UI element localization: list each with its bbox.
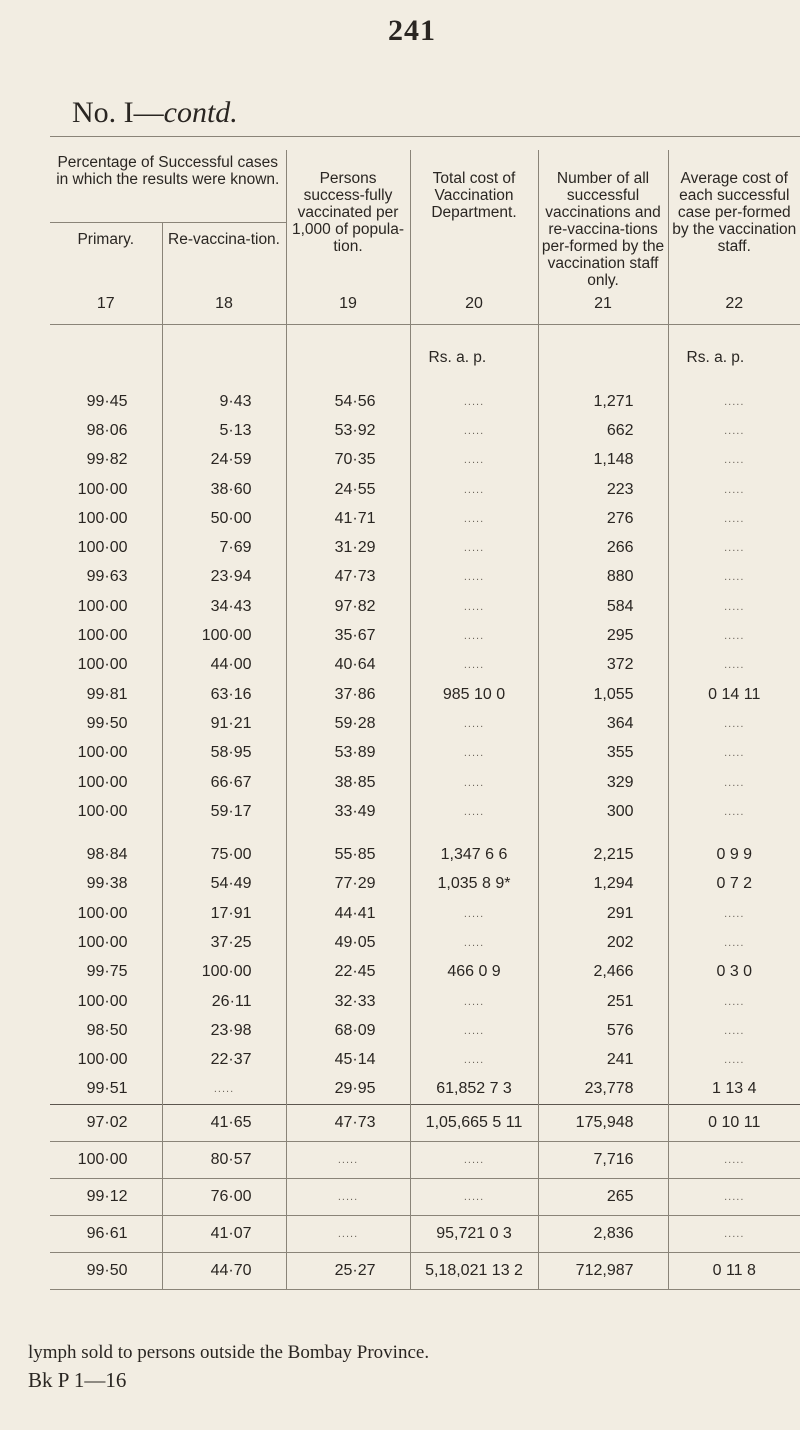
table-cell: 99·63 <box>86 568 128 586</box>
table-cell: 5,18,021 13 2 <box>410 1253 538 1290</box>
table-row <box>50 1075 800 1105</box>
column-number: 19 <box>286 289 410 325</box>
table-cell: ..... <box>286 1179 410 1216</box>
table-cell: ..... <box>410 592 538 621</box>
table-cell: 41·07 <box>162 1216 286 1253</box>
table-cell: 76·00 <box>162 1179 286 1216</box>
table-cell: 45·14 <box>286 1046 410 1075</box>
vaccination-statistics-table <box>50 150 800 1290</box>
table-cell: 662 <box>538 416 668 445</box>
table-cell: 22·37 <box>162 1046 286 1075</box>
table-cell: 97·02 <box>50 1105 162 1142</box>
table-cell: ..... <box>286 1142 410 1179</box>
table-cell: ..... <box>410 797 538 826</box>
table-cell: 100·00 <box>77 656 128 674</box>
table-cell: 98·50 <box>86 1021 128 1039</box>
table-cell: 24·55 <box>286 475 410 504</box>
table-cell: ..... <box>668 621 800 650</box>
table-cell: ..... <box>410 563 538 592</box>
table-cell: 29·95 <box>286 1075 410 1105</box>
table-cell: 251 <box>538 987 668 1016</box>
table-cell: ..... <box>668 1179 800 1216</box>
table-cell: 5·13 <box>162 416 286 445</box>
table-cell: 364 <box>538 709 668 738</box>
table-cell: 54·49 <box>162 870 286 899</box>
units-row <box>50 325 800 388</box>
table-cell: 59·17 <box>162 797 286 826</box>
table-cell: 985 10 0 <box>410 680 538 709</box>
table-cell: 100·00 <box>77 904 128 922</box>
table-row <box>50 870 800 899</box>
table-cell: 712,987 <box>538 1253 668 1290</box>
table-cell: ..... <box>410 739 538 768</box>
table-cell: ..... <box>668 475 800 504</box>
table-cell: 466 0 9 <box>410 958 538 987</box>
table-cell: 295 <box>538 621 668 650</box>
table-cell: 44·70 <box>162 1253 286 1290</box>
table-cell: ..... <box>162 1075 286 1105</box>
table-row <box>50 416 800 445</box>
table-cell: ..... <box>410 1142 538 1179</box>
table-cell: ..... <box>410 1046 538 1075</box>
table-cell: 100·00 <box>77 509 128 527</box>
table-cell: 1,294 <box>538 870 668 899</box>
table-cell: 24·59 <box>162 446 286 475</box>
table-cell: ..... <box>410 987 538 1016</box>
table-cell: ..... <box>668 651 800 680</box>
table-cell: 97·82 <box>286 592 410 621</box>
table-cell: 99·82 <box>86 451 128 469</box>
table-cell: 0 10 11 <box>668 1105 800 1142</box>
table-cell: 35·67 <box>286 621 410 650</box>
table-cell: 61,852 7 3 <box>410 1075 538 1105</box>
column-number: 20 <box>410 289 538 325</box>
table-cell: 66·67 <box>162 768 286 797</box>
table-cell: 880 <box>538 563 668 592</box>
column-number-row <box>50 289 800 325</box>
table-row <box>50 958 800 987</box>
table-cell: 1,035 8 9* <box>410 870 538 899</box>
table-cell: 31·29 <box>286 533 410 562</box>
table-cell: 100·00 <box>77 597 128 615</box>
table-cell: 98·84 <box>86 846 128 864</box>
table-row <box>50 621 800 650</box>
table-cell: 276 <box>538 504 668 533</box>
table-cell: 175,948 <box>538 1105 668 1142</box>
table-cell: 40·64 <box>286 651 410 680</box>
header-average-cost: Average cost of each successful case per-formed by the vaccination staff. <box>668 150 800 289</box>
table-row <box>50 680 800 709</box>
table-cell: 1,148 <box>538 446 668 475</box>
table-cell: ..... <box>668 797 800 826</box>
table-cell: 44·41 <box>286 899 410 928</box>
table-cell: 576 <box>538 1016 668 1045</box>
table-row <box>50 987 800 1016</box>
table-cell: 32·33 <box>286 987 410 1016</box>
table-cell: 41·71 <box>286 504 410 533</box>
header-persons-fully-vaccinated: Persons success-fully vaccinated per 1,000 of popula-tion. <box>286 150 410 289</box>
column-number: 22 <box>668 289 800 325</box>
table-row <box>50 709 800 738</box>
table-cell: 77·29 <box>286 870 410 899</box>
table-cell: 100·00 <box>162 621 286 650</box>
statistics-table-wrapper <box>50 150 800 1290</box>
total-row <box>50 1253 800 1290</box>
table-cell: 1 13 4 <box>668 1075 800 1105</box>
table-cell: 23,778 <box>538 1075 668 1105</box>
table-row <box>50 899 800 928</box>
table-row <box>50 533 800 562</box>
table-cell: 59·28 <box>286 709 410 738</box>
table-cell: 100·00 <box>77 627 128 645</box>
table-cell: 23·98 <box>162 1016 286 1045</box>
table-row <box>50 797 800 826</box>
table-cell: ..... <box>668 768 800 797</box>
table-cell: 33·49 <box>286 797 410 826</box>
table-cell: ..... <box>410 768 538 797</box>
table-number: No. I— <box>72 96 164 129</box>
header-revaccination: Re-vaccina-tion. <box>162 222 286 289</box>
table-cell: ..... <box>668 592 800 621</box>
table-cell: 584 <box>538 592 668 621</box>
section-gap <box>50 826 800 840</box>
table-cell: 2,836 <box>538 1216 668 1253</box>
table-cell: 38·60 <box>162 475 286 504</box>
table-cell: 95,721 0 3 <box>410 1216 538 1253</box>
table-cell: 329 <box>538 768 668 797</box>
table-cell: 0 11 8 <box>668 1253 800 1290</box>
table-cell: 63·16 <box>162 680 286 709</box>
table-cell: ..... <box>410 621 538 650</box>
table-cell: ..... <box>668 1216 800 1253</box>
table-cell: ..... <box>668 446 800 475</box>
table-cell: ..... <box>410 899 538 928</box>
table-cell: 7,716 <box>538 1142 668 1179</box>
table-cell: ..... <box>410 1016 538 1045</box>
table-cell: 266 <box>538 533 668 562</box>
table-cell: 55·85 <box>286 840 410 869</box>
table-row <box>50 768 800 797</box>
table-cell: ..... <box>410 387 538 416</box>
table-cell: 291 <box>538 899 668 928</box>
table-cell: 37·86 <box>286 680 410 709</box>
table-cell: ..... <box>668 1142 800 1179</box>
table-cell: ..... <box>668 1046 800 1075</box>
table-cell: 100·00 <box>77 933 128 951</box>
table-row <box>50 1046 800 1075</box>
table-cell: ..... <box>668 416 800 445</box>
table-cell: 99·45 <box>86 392 128 410</box>
table-cell: 99·51 <box>86 1080 128 1098</box>
table-cell: 0 14 11 <box>668 680 800 709</box>
table-row <box>50 928 800 957</box>
table-cell: ..... <box>668 928 800 957</box>
table-cell: 2,215 <box>538 840 668 869</box>
table-row <box>50 592 800 621</box>
table-row <box>50 475 800 504</box>
table-cell: 75·00 <box>162 840 286 869</box>
table-row <box>50 651 800 680</box>
table-cell: 80·57 <box>162 1142 286 1179</box>
table-cell: 0 3 0 <box>668 958 800 987</box>
table-cell: 26·11 <box>162 987 286 1016</box>
column-number: 18 <box>162 289 286 325</box>
table-cell: ..... <box>668 739 800 768</box>
table-cell: ..... <box>668 1016 800 1045</box>
table-cell: 9·43 <box>162 387 286 416</box>
table-row <box>50 387 800 416</box>
table-cell: ..... <box>410 504 538 533</box>
footnote: lymph sold to persons outside the Bombay Province. <box>28 1342 430 1363</box>
table-cell: ..... <box>410 416 538 445</box>
table-cell: 7·69 <box>162 533 286 562</box>
total-row <box>50 1142 800 1179</box>
table-body <box>50 325 800 1290</box>
table-cell: ..... <box>410 1179 538 1216</box>
total-row <box>50 1216 800 1253</box>
table-row <box>50 446 800 475</box>
table-cell: 17·91 <box>162 899 286 928</box>
table-cell: 100·00 <box>77 1051 128 1069</box>
column-number: 17 <box>96 295 115 312</box>
table-cell: 47·73 <box>286 563 410 592</box>
top-rule <box>50 136 800 137</box>
table-cell: 1,05,665 5 11 <box>410 1105 538 1142</box>
table-cell: ..... <box>668 387 800 416</box>
table-cell: 100·00 <box>162 958 286 987</box>
table-cell: ..... <box>668 504 800 533</box>
table-cell: 0 7 2 <box>668 870 800 899</box>
table-cell: ..... <box>410 928 538 957</box>
table-cell: 0 9 9 <box>668 840 800 869</box>
table-cell: 99·38 <box>86 875 128 893</box>
table-cell: ..... <box>668 563 800 592</box>
table-cell: 96·61 <box>50 1216 162 1253</box>
units-rupees-annas-pies: Rs. a. p. <box>410 325 538 388</box>
table-cell: 100·00 <box>77 992 128 1010</box>
table-row <box>50 1016 800 1045</box>
table-row <box>50 739 800 768</box>
table-cell: 100·00 <box>77 480 128 498</box>
table-cell: ..... <box>668 899 800 928</box>
table-cell: ..... <box>286 1216 410 1253</box>
table-cell: ..... <box>410 533 538 562</box>
table-cell: 1,271 <box>538 387 668 416</box>
table-cell: 99·50 <box>50 1253 162 1290</box>
table-cell: 49·05 <box>286 928 410 957</box>
table-continuation-label <box>72 96 238 130</box>
table-cell: 50·00 <box>162 504 286 533</box>
table-cell: 99·75 <box>86 963 128 981</box>
table-cell: ..... <box>410 651 538 680</box>
header-primary: Primary. <box>77 230 135 248</box>
table-cell: 99·12 <box>50 1179 162 1216</box>
table-cell: ..... <box>668 987 800 1016</box>
table-cell: 372 <box>538 651 668 680</box>
table-cell: ..... <box>410 446 538 475</box>
total-row <box>50 1179 800 1216</box>
table-cell: 58·95 <box>162 739 286 768</box>
table-cell: 22·45 <box>286 958 410 987</box>
table-cell: 100·00 <box>77 539 128 557</box>
table-cell: 25·27 <box>286 1253 410 1290</box>
header-number-of-vaccinations: Number of all successful vaccinations and re-vaccina-tions per-formed by the vaccination staff only. <box>538 150 668 289</box>
header-total-cost: Total cost of Vaccination Department. <box>410 150 538 289</box>
table-row <box>50 840 800 869</box>
table-cell: 44·00 <box>162 651 286 680</box>
table-cell: ..... <box>668 709 800 738</box>
table-cell: 241 <box>538 1046 668 1075</box>
table-cell: 100·00 <box>77 744 128 762</box>
contd-label: contd. <box>163 96 238 129</box>
table-cell: 47·73 <box>286 1105 410 1142</box>
table-cell: 100·00 <box>77 773 128 791</box>
table-cell: 54·56 <box>286 387 410 416</box>
table-cell: 1,055 <box>538 680 668 709</box>
table-cell: 300 <box>538 797 668 826</box>
table-cell: 1,347 6 6 <box>410 840 538 869</box>
table-cell: 223 <box>538 475 668 504</box>
table-cell: 2,466 <box>538 958 668 987</box>
table-row <box>50 563 800 592</box>
table-cell: 23·94 <box>162 563 286 592</box>
table-cell: 37·25 <box>162 928 286 957</box>
table-cell: 68·09 <box>286 1016 410 1045</box>
header-percentage-group: Percentage of Successful cases in which the results were known. <box>50 150 286 222</box>
table-row <box>50 504 800 533</box>
table-cell: 265 <box>538 1179 668 1216</box>
table-cell: 34·43 <box>162 592 286 621</box>
page-number: 241 <box>388 14 436 47</box>
book-reference: Bk P 1—16 <box>28 1368 127 1392</box>
table-cell: ..... <box>410 475 538 504</box>
table-cell: 53·92 <box>286 416 410 445</box>
table-cell: 355 <box>538 739 668 768</box>
table-cell: 99·50 <box>86 714 128 732</box>
units-rupees-annas-pies: Rs. a. p. <box>668 325 800 388</box>
table-cell: 202 <box>538 928 668 957</box>
table-cell: 100·00 <box>77 802 128 820</box>
column-number: 21 <box>538 289 668 325</box>
table-cell: 91·21 <box>162 709 286 738</box>
table-cell: 53·89 <box>286 739 410 768</box>
table-cell: ..... <box>410 709 538 738</box>
total-row <box>50 1105 800 1142</box>
table-cell: 98·06 <box>86 421 128 439</box>
table-cell: 100·00 <box>50 1142 162 1179</box>
table-cell: 99·81 <box>86 685 128 703</box>
table-cell: 70·35 <box>286 446 410 475</box>
table-cell: 38·85 <box>286 768 410 797</box>
table-cell: 41·65 <box>162 1105 286 1142</box>
table-cell: ..... <box>668 533 800 562</box>
